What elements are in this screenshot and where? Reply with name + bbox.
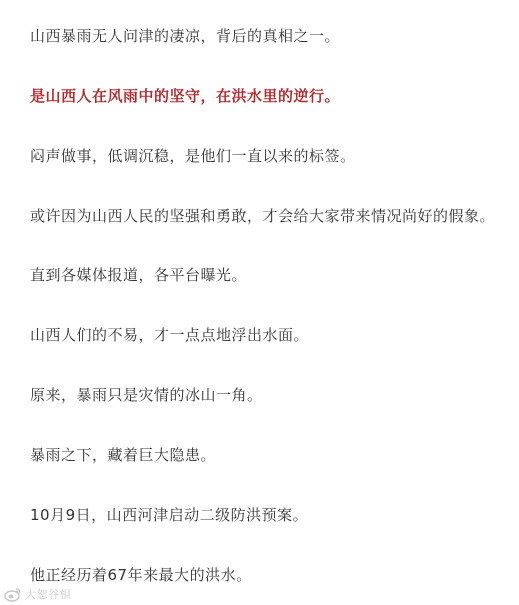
paragraph: 原来，暴雨只是灾情的冰山一角。	[30, 386, 263, 404]
weibo-logo-icon	[4, 587, 22, 602]
paragraph: 或许因为山西人民的坚强和勇敢，才会给大家带来情况尚好的假象。	[30, 207, 496, 225]
paragraph: 山西人们的不易，才一点点地浮出水面。	[30, 326, 310, 344]
watermark	[4, 585, 71, 603]
paragraph: 10月9日，山西河津启动二级防洪预案。	[30, 506, 309, 524]
paragraph: 闷声做事，低调沉稳，是他们一直以来的标签。	[30, 147, 356, 165]
paragraph: 暴雨之下，藏着巨大隐患。	[30, 446, 217, 464]
paragraph: 山西暴雨无人问津的凄凉，背后的真相之一。	[30, 27, 341, 45]
watermark-text: 大恕谷相	[25, 588, 71, 601]
paragraph: 他正经历着67年来最大的洪水。	[30, 566, 252, 584]
paragraph: 直到各媒体报道，各平台曝光。	[30, 266, 248, 284]
highlighted-paragraph: 是山西人在风雨中的坚守，在洪水里的逆行。	[30, 87, 341, 105]
